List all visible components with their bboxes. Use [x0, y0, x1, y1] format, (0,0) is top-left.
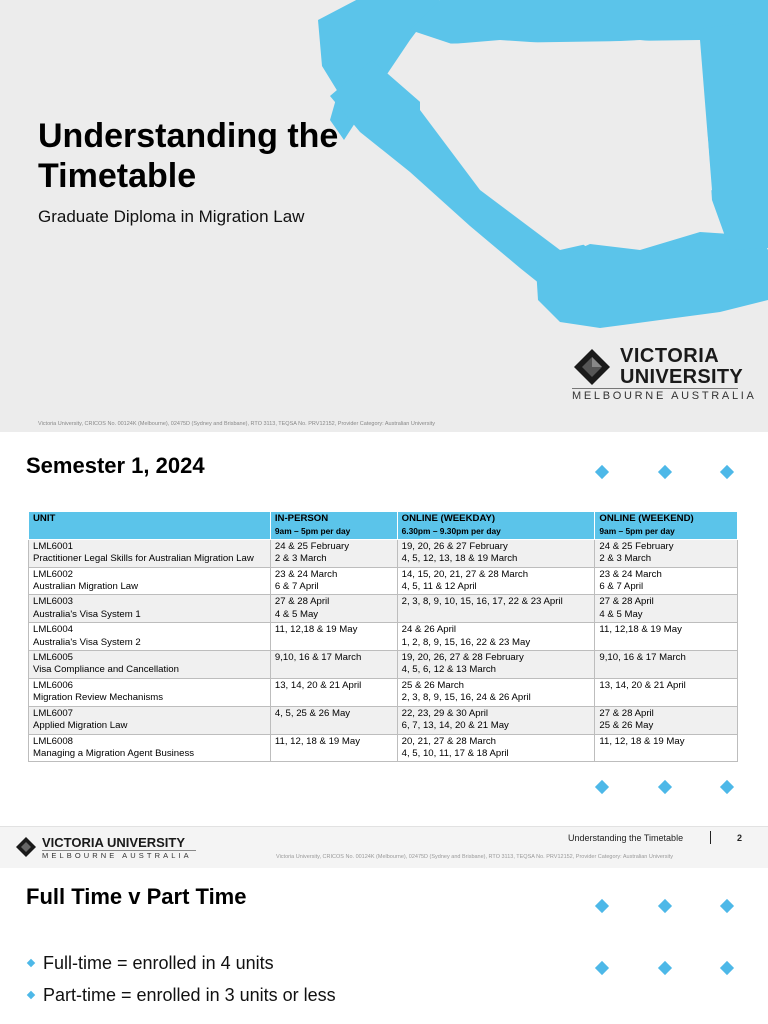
- cell-online-weekday: [397, 623, 595, 651]
- cell-unit-line: LML6001: [33, 540, 74, 552]
- cell-unit: [29, 734, 271, 762]
- cell-online-weekend-line: 2 & 3 March: [599, 553, 652, 565]
- cell-in-person: [270, 651, 397, 679]
- vu-diamond-icon: [574, 349, 610, 385]
- decor-diamond-icon: [720, 780, 734, 794]
- table-row: [29, 623, 738, 651]
- cell-online-weekday-line: 4, 5, 12, 13, 18 & 19 March: [401, 553, 518, 565]
- timetable-slide: [0, 436, 768, 868]
- cell-in-person-line: 11, 12,18 & 19 May: [274, 624, 358, 636]
- bullet-text: Full-time = enrolled in 4 units: [43, 953, 274, 973]
- bullet-diamond-icon: [27, 959, 35, 967]
- cell-in-person: [270, 539, 397, 567]
- cell-unit: [29, 623, 271, 651]
- cell-unit: [29, 539, 271, 567]
- table-row: [29, 539, 738, 567]
- fulltime-parttime-heading: Full Time v Part Time: [26, 884, 247, 909]
- cell-online-weekend: [595, 623, 738, 651]
- decor-diamond-icon: [595, 961, 609, 975]
- cell-online-weekday-line: 19, 20, 26, 27 & 28 February: [401, 652, 524, 664]
- cell-in-person-line: 2 & 3 March: [274, 553, 327, 565]
- cell-online-weekday-line: 19, 20, 26 & 27 February: [401, 540, 508, 552]
- cell-unit-line: LML6005: [33, 652, 74, 664]
- cell-online-weekend-line: 11, 12, 18 & 19 May: [599, 735, 685, 747]
- decor-diamond-icon: [720, 961, 734, 975]
- slide-title-line2: Timetable: [38, 157, 197, 195]
- bullet-item: [28, 953, 274, 974]
- cell-online-weekday-line: 2, 3, 8, 9, 15, 16, 24 & 26 April: [401, 692, 531, 704]
- slide-subtitle: Graduate Diploma in Migration Law: [38, 207, 305, 226]
- slide-footer-bar: [0, 826, 768, 868]
- cell-online-weekday: [397, 567, 595, 595]
- cell-online-weekday-line: 22, 23, 29 & 30 April: [401, 707, 489, 719]
- cell-unit: [29, 706, 271, 734]
- page-number: 2: [737, 833, 743, 843]
- cell-unit-line: LML6002: [33, 568, 74, 580]
- header-unit: UNIT: [29, 512, 271, 540]
- cell-online-weekend-line: 23 & 24 March: [599, 568, 662, 580]
- cell-unit-line: Australian Migration Law: [33, 581, 139, 593]
- cell-in-person-line: 13, 14, 20 & 21 April: [274, 679, 362, 691]
- cell-online-weekday-line: 2, 3, 8, 9, 10, 15, 16, 17, 22 & 23 April: [401, 596, 563, 608]
- header-online-weekday: ONLINE (WEEKDAY) 6.30pm – 9.30pm per day: [397, 512, 595, 540]
- cell-unit-line: LML6003: [33, 596, 74, 608]
- table-row: [29, 734, 738, 762]
- cell-in-person-line: 24 & 25 February: [274, 540, 350, 552]
- cell-in-person-line: 6 & 7 April: [274, 581, 319, 593]
- semester-heading: Semester 1, 2024: [26, 453, 205, 478]
- decor-diamond-icon: [595, 899, 609, 913]
- cell-in-person-line: 27 & 28 April: [274, 596, 330, 608]
- logo-word-victoria: VICTORIA: [620, 345, 720, 367]
- cell-online-weekday: [397, 595, 595, 623]
- vu-diamond-icon: [16, 837, 36, 857]
- header-in-person: IN-PERSON 9am – 5pm per day: [270, 512, 397, 540]
- bullet-diamond-icon: [27, 991, 35, 999]
- cell-in-person: [270, 734, 397, 762]
- header-online-weekend: ONLINE (WEEKEND) 9am – 5pm per day: [595, 512, 738, 540]
- bullet-item: [28, 985, 336, 1006]
- logo-word-victoria-university: VICTORIA UNIVERSITY: [42, 835, 186, 850]
- cell-online-weekend-line: 11, 12,18 & 19 May: [599, 624, 682, 636]
- cell-unit-line: Practitioner Legal Skills for Australian Migration Law: [33, 553, 254, 565]
- cell-online-weekday-line: 6, 7, 13, 14, 20 & 21 May: [401, 720, 509, 732]
- cell-online-weekday-line: 20, 21, 27 & 28 March: [401, 735, 497, 747]
- cell-online-weekend: [595, 539, 738, 567]
- cell-unit-line: Australia's Visa System 1: [33, 608, 141, 620]
- cell-online-weekday: [397, 651, 595, 679]
- table-row: [29, 651, 738, 679]
- cell-unit: [29, 678, 271, 706]
- cell-in-person-line: 4 & 5 May: [274, 608, 319, 620]
- logo-divider: [572, 388, 738, 389]
- decor-diamond-icon: [658, 465, 672, 479]
- cell-online-weekend: [595, 595, 738, 623]
- cell-online-weekend-line: 24 & 25 February: [599, 540, 674, 552]
- victoria-university-logo-small: [16, 835, 198, 861]
- cell-online-weekend-line: 9,10, 16 & 17 March: [599, 652, 686, 664]
- cell-unit: [29, 567, 271, 595]
- cell-unit-line: LML6008: [33, 735, 74, 747]
- bullet-text: Part-time = enrolled in 3 units or less: [43, 985, 336, 1005]
- footer-separator: [710, 831, 711, 844]
- cell-online-weekend: [595, 567, 738, 595]
- slide-title: [38, 116, 338, 196]
- cell-online-weekday-line: 4, 5, 6, 12 & 13 March: [401, 664, 497, 676]
- timetable-table: [28, 511, 738, 762]
- cell-unit-line: LML6004: [33, 624, 74, 636]
- victoria-university-logo: [572, 345, 757, 405]
- cell-in-person-line: 23 & 24 March: [274, 568, 338, 580]
- title-slide: [0, 0, 768, 432]
- footer-doc-title: Understanding the Timetable: [568, 833, 684, 843]
- cell-online-weekend-line: 13, 14, 20 & 21 April: [599, 679, 686, 691]
- cell-online-weekday: [397, 734, 595, 762]
- table-row: [29, 595, 738, 623]
- cell-in-person: [270, 567, 397, 595]
- cell-online-weekend: [595, 651, 738, 679]
- cell-online-weekday-line: 14, 15, 20, 21, 27 & 28 March: [401, 568, 529, 580]
- cell-in-person-line: 4, 5, 25 & 26 May: [274, 707, 351, 719]
- cell-online-weekend: [595, 706, 738, 734]
- cell-online-weekend-line: 6 & 7 April: [599, 581, 644, 593]
- cell-in-person-line: 9,10, 16 & 17 March: [274, 652, 362, 664]
- cell-unit: [29, 595, 271, 623]
- table-row: [29, 678, 738, 706]
- slide-title-line1: Understanding the: [38, 117, 339, 155]
- cell-unit-line: LML6006: [33, 679, 74, 691]
- cell-online-weekday-line: 4, 5, 10, 11, 17 & 18 April: [401, 747, 509, 759]
- cell-unit-line: Visa Compliance and Cancellation: [33, 664, 179, 676]
- decor-diamond-icon: [595, 465, 609, 479]
- cell-unit-line: Migration Review Mechanisms: [33, 692, 164, 704]
- cell-online-weekend: [595, 678, 738, 706]
- cell-unit-line: LML6007: [33, 707, 74, 719]
- decor-diamond-icon: [595, 780, 609, 794]
- decor-diamond-icon: [658, 780, 672, 794]
- cell-online-weekend-line: 25 & 26 May: [599, 720, 654, 732]
- cell-online-weekday-line: 25 & 26 March: [401, 679, 465, 691]
- table-header-row: [29, 512, 738, 540]
- cell-in-person: [270, 595, 397, 623]
- cell-online-weekday: [397, 678, 595, 706]
- cricos-footer: Victoria University, CRICOS No. 00124K (Melbourne), 02475D (Sydney and Brisbane), RTO 3113, TEQSA No. PRV12152, Provider Category: Australian University: [276, 854, 674, 860]
- cell-online-weekend: [595, 734, 738, 762]
- cell-online-weekend-line: 4 & 5 May: [599, 608, 643, 620]
- cell-in-person: [270, 623, 397, 651]
- cell-online-weekday: [397, 706, 595, 734]
- cell-unit: [29, 651, 271, 679]
- table-row: [29, 706, 738, 734]
- cell-unit-line: Australia's Visa System 2: [33, 636, 141, 648]
- cell-unit-line: Applied Migration Law: [33, 720, 128, 732]
- cell-online-weekend-line: 27 & 28 April: [599, 596, 654, 608]
- logo-word-melbourne-australia: MELBOURNE AUSTRALIA: [42, 851, 192, 860]
- cell-unit-line: Managing a Migration Agent Business: [33, 747, 195, 759]
- cell-online-weekday: [397, 539, 595, 567]
- decor-diamond-icon: [720, 899, 734, 913]
- table-row: [29, 567, 738, 595]
- cell-online-weekday-line: 24 & 26 April: [401, 624, 457, 636]
- cricos-footer: Victoria University, CRICOS No. 00124K (Melbourne), 02475D (Sydney and Brisbane), RTO 3113, TEQSA No. PRV12152, Provider Category: Australian University: [38, 421, 436, 427]
- decor-diamond-icon: [720, 465, 734, 479]
- cell-online-weekend-line: 27 & 28 April: [599, 707, 654, 719]
- cell-online-weekday-line: 1, 2, 8, 9, 15, 16, 22 & 23 May: [401, 636, 531, 648]
- cell-online-weekday-line: 4, 5, 11 & 12 April: [401, 581, 477, 593]
- cell-in-person: [270, 706, 397, 734]
- logo-word-university: UNIVERSITY: [620, 366, 744, 388]
- logo-word-melbourne-australia: MELBOURNE AUSTRALIA: [572, 390, 757, 402]
- fulltime-parttime-slide: [0, 872, 768, 1024]
- decor-diamond-icon: [658, 899, 672, 913]
- decor-diamond-icon: [658, 961, 672, 975]
- cell-in-person: [270, 678, 397, 706]
- cell-in-person-line: 11, 12, 18 & 19 May: [274, 735, 361, 747]
